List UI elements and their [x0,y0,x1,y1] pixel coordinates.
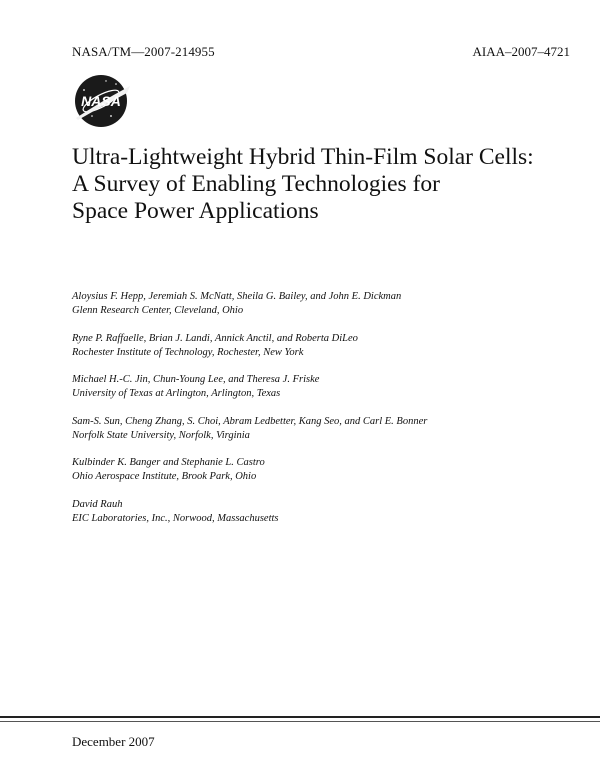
author-group [72,415,572,443]
nasa-logo-text: NASA [81,93,121,109]
author-names: Michael H.-C. Jin, Chun-Young Lee, and Theresa J. Friske [72,374,320,385]
footer-rule-thin [0,721,600,722]
author-names: Sam-S. Sun, Cheng Zhang, S. Choi, Abram Ledbetter, Kang Seo, and Carl E. Bonner [72,415,428,427]
author-group [72,373,572,401]
author-group [72,456,572,484]
author-names: David Rauh [72,498,123,510]
author-affiliation: University of Texas at Arlington, Arlington, Texas [72,388,281,399]
author-group [72,498,572,526]
publication-date: December 2007 [72,734,155,749]
aiaa-number: AIAA–2007–4721 [472,44,570,59]
nasa-logo-icon [70,72,132,130]
report-number: NASA/TM—2007-214955 [72,44,215,59]
author-names: Aloysius F. Hepp, Jeremiah S. McNatt, Sheila G. Bailey, and John E. Dickman [72,291,402,302]
author-affiliation: Ohio Aerospace Institute, Brook Park, Ohio [72,471,257,482]
author-group [72,290,572,318]
author-affiliation: EIC Laboratories, Inc., Norwood, Massachusetts [72,512,279,524]
document-title [72,144,572,225]
author-affiliation: Rochester Institute of Technology, Rochester, New York [72,346,304,358]
author-names: Ryne P. Raffaelle, Brian J. Landi, Annick Anctil, and Roberta DiLeo [72,332,358,344]
author-affiliation: Glenn Research Center, Cleveland, Ohio [72,305,244,316]
author-group [72,332,572,360]
footer-rule-thick [0,716,600,718]
title-line-1: Ultra-Lightweight Hybrid Thin-Film Solar Cells: [72,144,534,170]
author-names: Kulbinder K. Banger and Stephanie L. Castro [72,457,265,468]
author-list [72,290,572,539]
title-line-2: A Survey of Enabling Technologies for [72,171,440,197]
title-line-3: Space Power Applications [72,198,319,224]
author-affiliation: Norfolk State University, Norfolk, Virginia [72,429,250,441]
